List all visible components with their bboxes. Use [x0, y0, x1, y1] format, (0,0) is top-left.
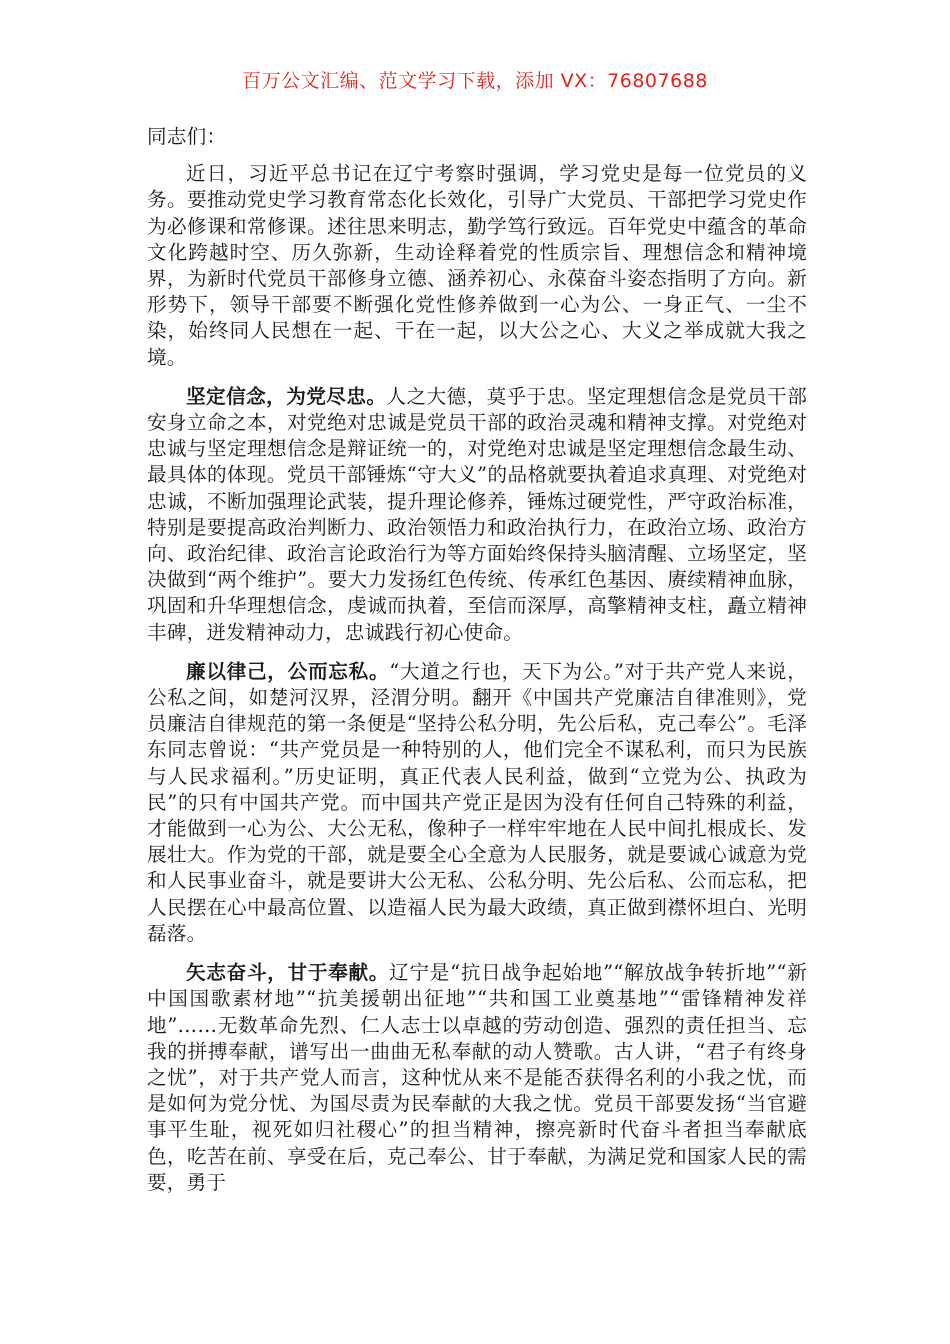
paragraph-loyalty: [147, 384, 807, 646]
paragraph-text: 人之大德，莫乎于忠。坚定理想信念是党员干部安身立命之本，对党绝对忠诚是党员干部的政治灵魂和精神支撑。对党绝对忠诚与坚定理想信念是辩证统一的，对党绝对忠诚是坚定理想信念最生动、最具体的体现。党员干部锤炼“守大义”的品格就要执着追求真理、对党绝对忠诚，不断加强理论武装，提升理论修养，锤炼过硬党性，严守政治标准，特别是要提高政治判断力、政治领悟力和政治执行力，在政治立场、政治方向、政治纪律、政治言论政治行为等方面始终保持头脑清醒、立场坚定，坚决做到“两个维护”。要大力发扬红色传统、传承红色基因、赓续精神血脉，巩固和升华理想信念，虔诚而执着，至信而深厚，高擎精神支柱，矗立精神丰碑，迸发精神动力，忠诚践行初心使命。: [147, 384, 808, 644]
paragraph-text: 近日，习近平总书记在辽宁考察时强调，学习党史是每一位党员的义务。要推动党史学习教育常态化长效化，引导广大党员、干部把学习党史作为必修课和常修课。述往思来明志，勤学笃行致远。百年党史中蕴含的革命文化跨越时空、历久弥新，生动诠释着党的性质宗旨、理想信念和精神境界，为新时代党员干部修身立德、涵养初心、永葆奋斗姿态指明了方向。新形势下，领导干部要不断强化党性修养做到一心为公、一身正气、一尘不染，始终同人民想在一起、干在一起，以大公之心、大义之举成就大我之境。: [147, 162, 807, 369]
paragraph-text: “大道之行也，天下为公。”对于共产党人来说，公私之间，如楚河汉界，泾渭分明。翻开《中国共产党廉洁自律准则》，党员廉洁自律规范的第一条便是“坚持公私分明，先公后私，克己奉公”。毛泽东同志曾说：“共产党员是一种特别的人，他们完全不谋私利，而只为民族与人民求福利。”历史证明，真正代表人民利益，做到“立党为公、执政为民”的只有中国共产党。而中国共产党正是因为没有任何自己特殊的利益，才能做到一心为公、大公无私，像种子一样牢牢地在人民中间扎根成长、发展壮大。作为党的干部，就是要全心全意为人民服务，就是要诚心诚意为党和人民事业奋斗，就是要讲大公无私、公私分明、先公后私、公而忘私，把人民摆在心中最高位置、以造福人民为最大政绩，真正做到襟怀坦白、光明磊落。: [147, 659, 807, 945]
paragraph-integrity: [147, 659, 807, 947]
salutation: 同志们：: [147, 125, 227, 148]
section-heading: 廉以律己，公而忘私。: [186, 659, 390, 683]
paragraph-text: 辽宁是“抗日战争起始地”“解放战争转折地”“新中国国歌素材地”“抗美援朝出征地”“共和国工业奠基地”“雷锋精神发祥地”……无数革命先烈、仁人志士以卓越的劳动创造、强烈的责任担当、忘我的拼搏奉献，谱写出一曲曲无私奉献的动人赞歌。古人讲，“君子有终身之忧”，对于共产党人而言，这种忧从来不是能否获得名利的小我之忧，而是如何为党分忧、为国尽责为民奉献的大我之忧。党员干部要发扬“当官避事平生耻，视死如归社稷心”的担当精神，擦亮新时代奋斗者担当奉献底色，吃苦在前、享受在后，克己奉公、甘于奉献，为满足党和国家人民的需要，勇于: [147, 961, 808, 1194]
paragraph-intro: [147, 161, 807, 371]
paragraph-dedication: [147, 960, 807, 1196]
section-heading: 矢志奋斗，甘于奉献。: [186, 961, 390, 985]
section-heading: 坚定信念，为党尽忠。: [186, 384, 387, 408]
document-body: [147, 124, 807, 1209]
header-banner: 百万公文汇编、范文学习下载，添加 VX：76807688: [242, 70, 708, 92]
